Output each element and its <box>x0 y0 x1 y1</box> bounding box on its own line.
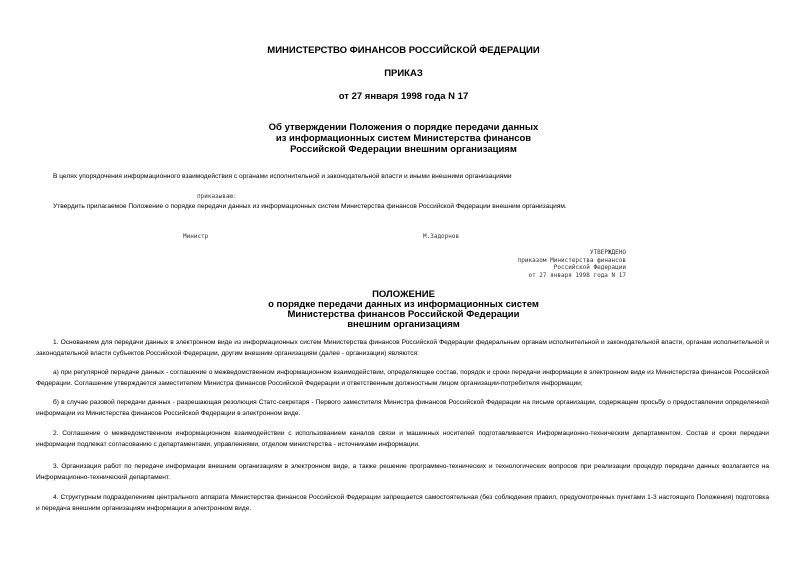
order-title-line-3: Российской Федерации внешним организациям <box>290 144 517 155</box>
approval-stamp-line-1: УТВЕРЖДЕНО <box>589 249 626 256</box>
regulation-title-line-3: Министерства финансов Российской Федерации <box>287 309 520 320</box>
paragraph-1b: б) в случае разовой передачи данных - разрешающая резолюция Статс-секретаря - Первого заместителя Министра финансов Российской Федерации на письме организации, содержащем просьбу о предоставлении определенной информации из Министерства финансов Российской Федерации в электронном виде. <box>36 399 769 417</box>
signature-role: Министр <box>183 233 209 240</box>
signature-name: М.Задорнов <box>423 233 460 240</box>
approval-stamp-line-4: от 27 января 1998 года N 17 <box>528 271 626 279</box>
paragraph-3: 3. Организация работ по передаче информации внешним организациям в электронном виде, а также решение программно-технических и технологических вопросов при реализации процедур передачи данных возлагается на Информационно-технический департамент. <box>36 463 769 481</box>
ministry-heading: МИНИСТЕРСТВО ФИНАНСОВ РОССИЙСКОЙ ФЕДЕРАЦИИ <box>267 45 540 56</box>
order-title-line-2: из информационных систем Министерства финансов <box>275 133 532 144</box>
order-date-line: от 27 января 1998 года N 17 <box>338 91 469 102</box>
paragraph-4: 4. Структурным подразделениям центрального аппарата Министерства финансов Российской Федерации запрещается самостоятельная (без соблюдения правил, предусмотренных пунктами 1-3 настоящего Положения) подготовка и передача внешним организациям информации в электронном виде. <box>36 494 769 512</box>
approve-text: Утвердить прилагаемое Положение о порядке передачи данных из информационных систем Министерства финансов Российской Федерации внешним организациям. <box>53 203 567 210</box>
paragraph-2: 2. Соглашение о межведомственном информационном взаимодействии с использованием каналов связи и машинных носителей подготавливается Информационно-техническим департаментом. Состав и сроки передачи информации подлежат согласованию с департаментами, управлениями, отделом министерства - источниками информации. <box>36 430 769 448</box>
regulation-title-line-1: ПОЛОЖЕНИЕ <box>372 289 435 300</box>
approval-stamp-line-2: приказом Министерства финансов <box>517 256 626 264</box>
doc-type-heading: ПРИКАЗ <box>384 68 423 79</box>
order-title-line-1: Об утверждении Положения о порядке передачи данных <box>268 122 539 133</box>
approval-stamp-line-3: Российской Федерации <box>553 264 626 271</box>
paragraph-1: 1. Основанием для передачи данных в электронном виде из информационных систем Министерства финансов Российской Федерации федеральным органам исполнительной и законодательной власти, органам исполнительной и законодательной власти субъектов Российской Федерации, другим внешним организациям (далее - организации) являются: <box>36 339 769 357</box>
preamble-text: В целях упорядочения информационного взаимодействия с органами исполнительной и законодательной власти и иными внешними организациями <box>53 173 512 180</box>
paragraph-1a: а) при регулярной передаче данных - соглашение о межведомственном информационном взаимодействии, определяющее состав, порядок и сроки передачи информации в электронном виде из Министерства финансов Российской Федерации. Соглашение утверждается заместителем Министра финансов Российской Федерации и ответственным должностным лицом организации-потребителя информации; <box>36 369 769 387</box>
regulation-title-line-4: внешним организациям <box>347 319 460 330</box>
orders-word: приказываю: <box>197 193 237 200</box>
regulation-title-line-2: о порядке передачи данных из информационных систем <box>268 299 539 310</box>
